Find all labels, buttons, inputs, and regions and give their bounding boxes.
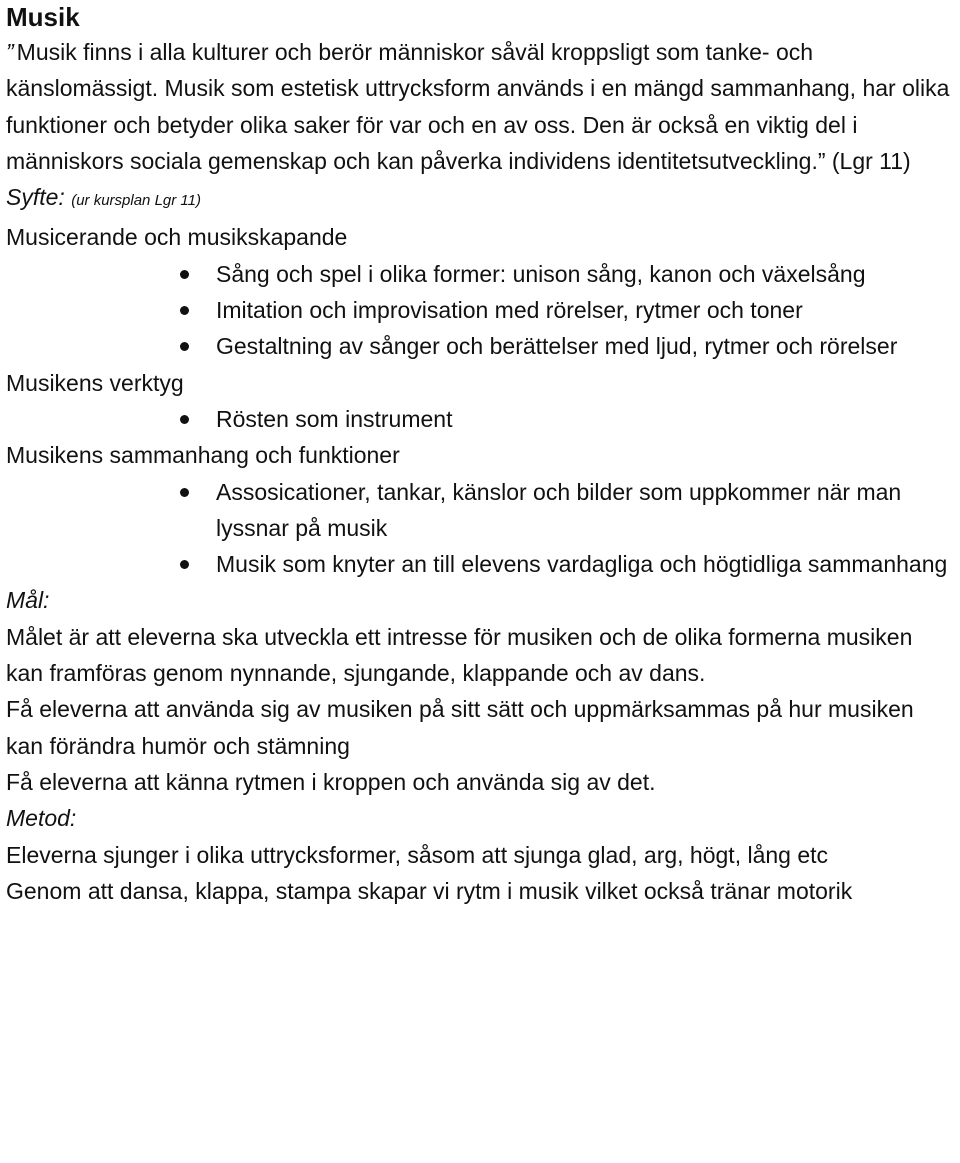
mal-paragraph: Få eleverna att använda sig av musiken på sitt sätt och uppmärksammas på hur musiken kan förändra humör och stämning [6, 696, 914, 759]
bullet-icon [180, 342, 189, 351]
mal-heading: Mål: [6, 587, 50, 614]
syfte-source: (ur kursplan Lgr 11) [71, 192, 201, 210]
page-title: Musik [6, 2, 80, 32]
list-item-text: Imitation och improvisation med rörelser, rytmer och toner [216, 297, 803, 324]
intro-quote-text: Musik finns i alla kulturer och berör människor såväl kroppsligt som tanke- och känslomässigt. Musik som estetisk uttrycksform används i en mängd sammanhang, har olika funktioner och betyder olika saker för var och en av oss. Den är också en viktig del i människors sociala gemenskap och kan påverka individens identitetsutveckling. [6, 39, 950, 174]
list-item [216, 292, 954, 328]
bullet-icon [180, 560, 189, 569]
mal-paragraph: Få eleverna att känna rytmen i kroppen och använda sig av det. [6, 768, 656, 795]
syfte-heading-line [6, 179, 954, 219]
list-item-text: Gestaltning av sånger och berättelser med ljud, rytmer och rörelser [216, 333, 898, 360]
list-item [216, 401, 954, 437]
section-musicerande [6, 219, 954, 364]
bullet-icon [180, 270, 189, 279]
bullet-icon [180, 488, 189, 497]
bullet-list [6, 256, 954, 365]
bullet-icon [180, 306, 189, 315]
section-sammanhang [6, 437, 954, 582]
list-item-text: Assosicationer, tankar, känslor och bilder som uppkommer när man lyssnar på musik [216, 478, 902, 541]
mal-paragraph: Målet är att eleverna ska utveckla ett intresse för musiken och de olika formerna musiken kan framföras genom nynnande, sjungande, klappande och av dans. [6, 623, 913, 687]
metod-paragraph: Genom att dansa, klappa, stampa skapar vi rytm i musik vilket också tränar motorik [6, 877, 853, 904]
section-verktyg [6, 365, 954, 438]
bullet-list [6, 474, 954, 583]
list-item [216, 328, 954, 364]
list-item-text: Rösten som instrument [216, 405, 453, 432]
syfte-heading: Syfte: [6, 184, 65, 211]
list-item [216, 546, 954, 582]
list-item-text: Musik som knyter an till elevens vardagliga och högtidliga sammanhang [216, 551, 948, 578]
intro-quote-paragraph [6, 34, 954, 179]
section-heading: Musicerande och musikskapande [6, 224, 348, 251]
metod-paragraph: Eleverna sjunger i olika uttrycksformer, såsom att sjunga glad, arg, högt, lång etc [6, 841, 829, 868]
metod-heading: Metod: [6, 805, 77, 832]
open-quote-mark: ” [6, 39, 14, 65]
intro-source: (Lgr 11) [831, 147, 911, 174]
list-item-text: Sång och spel i olika former: unison sång, kanon och växelsång [216, 260, 866, 287]
list-item [216, 256, 954, 292]
bullet-icon [180, 415, 189, 424]
list-item [216, 474, 954, 547]
section-heading: Musikens sammanhang och funktioner [6, 442, 400, 469]
section-heading: Musikens verktyg [6, 369, 184, 396]
close-quote-mark: ” [817, 147, 826, 174]
bullet-list [6, 401, 954, 437]
